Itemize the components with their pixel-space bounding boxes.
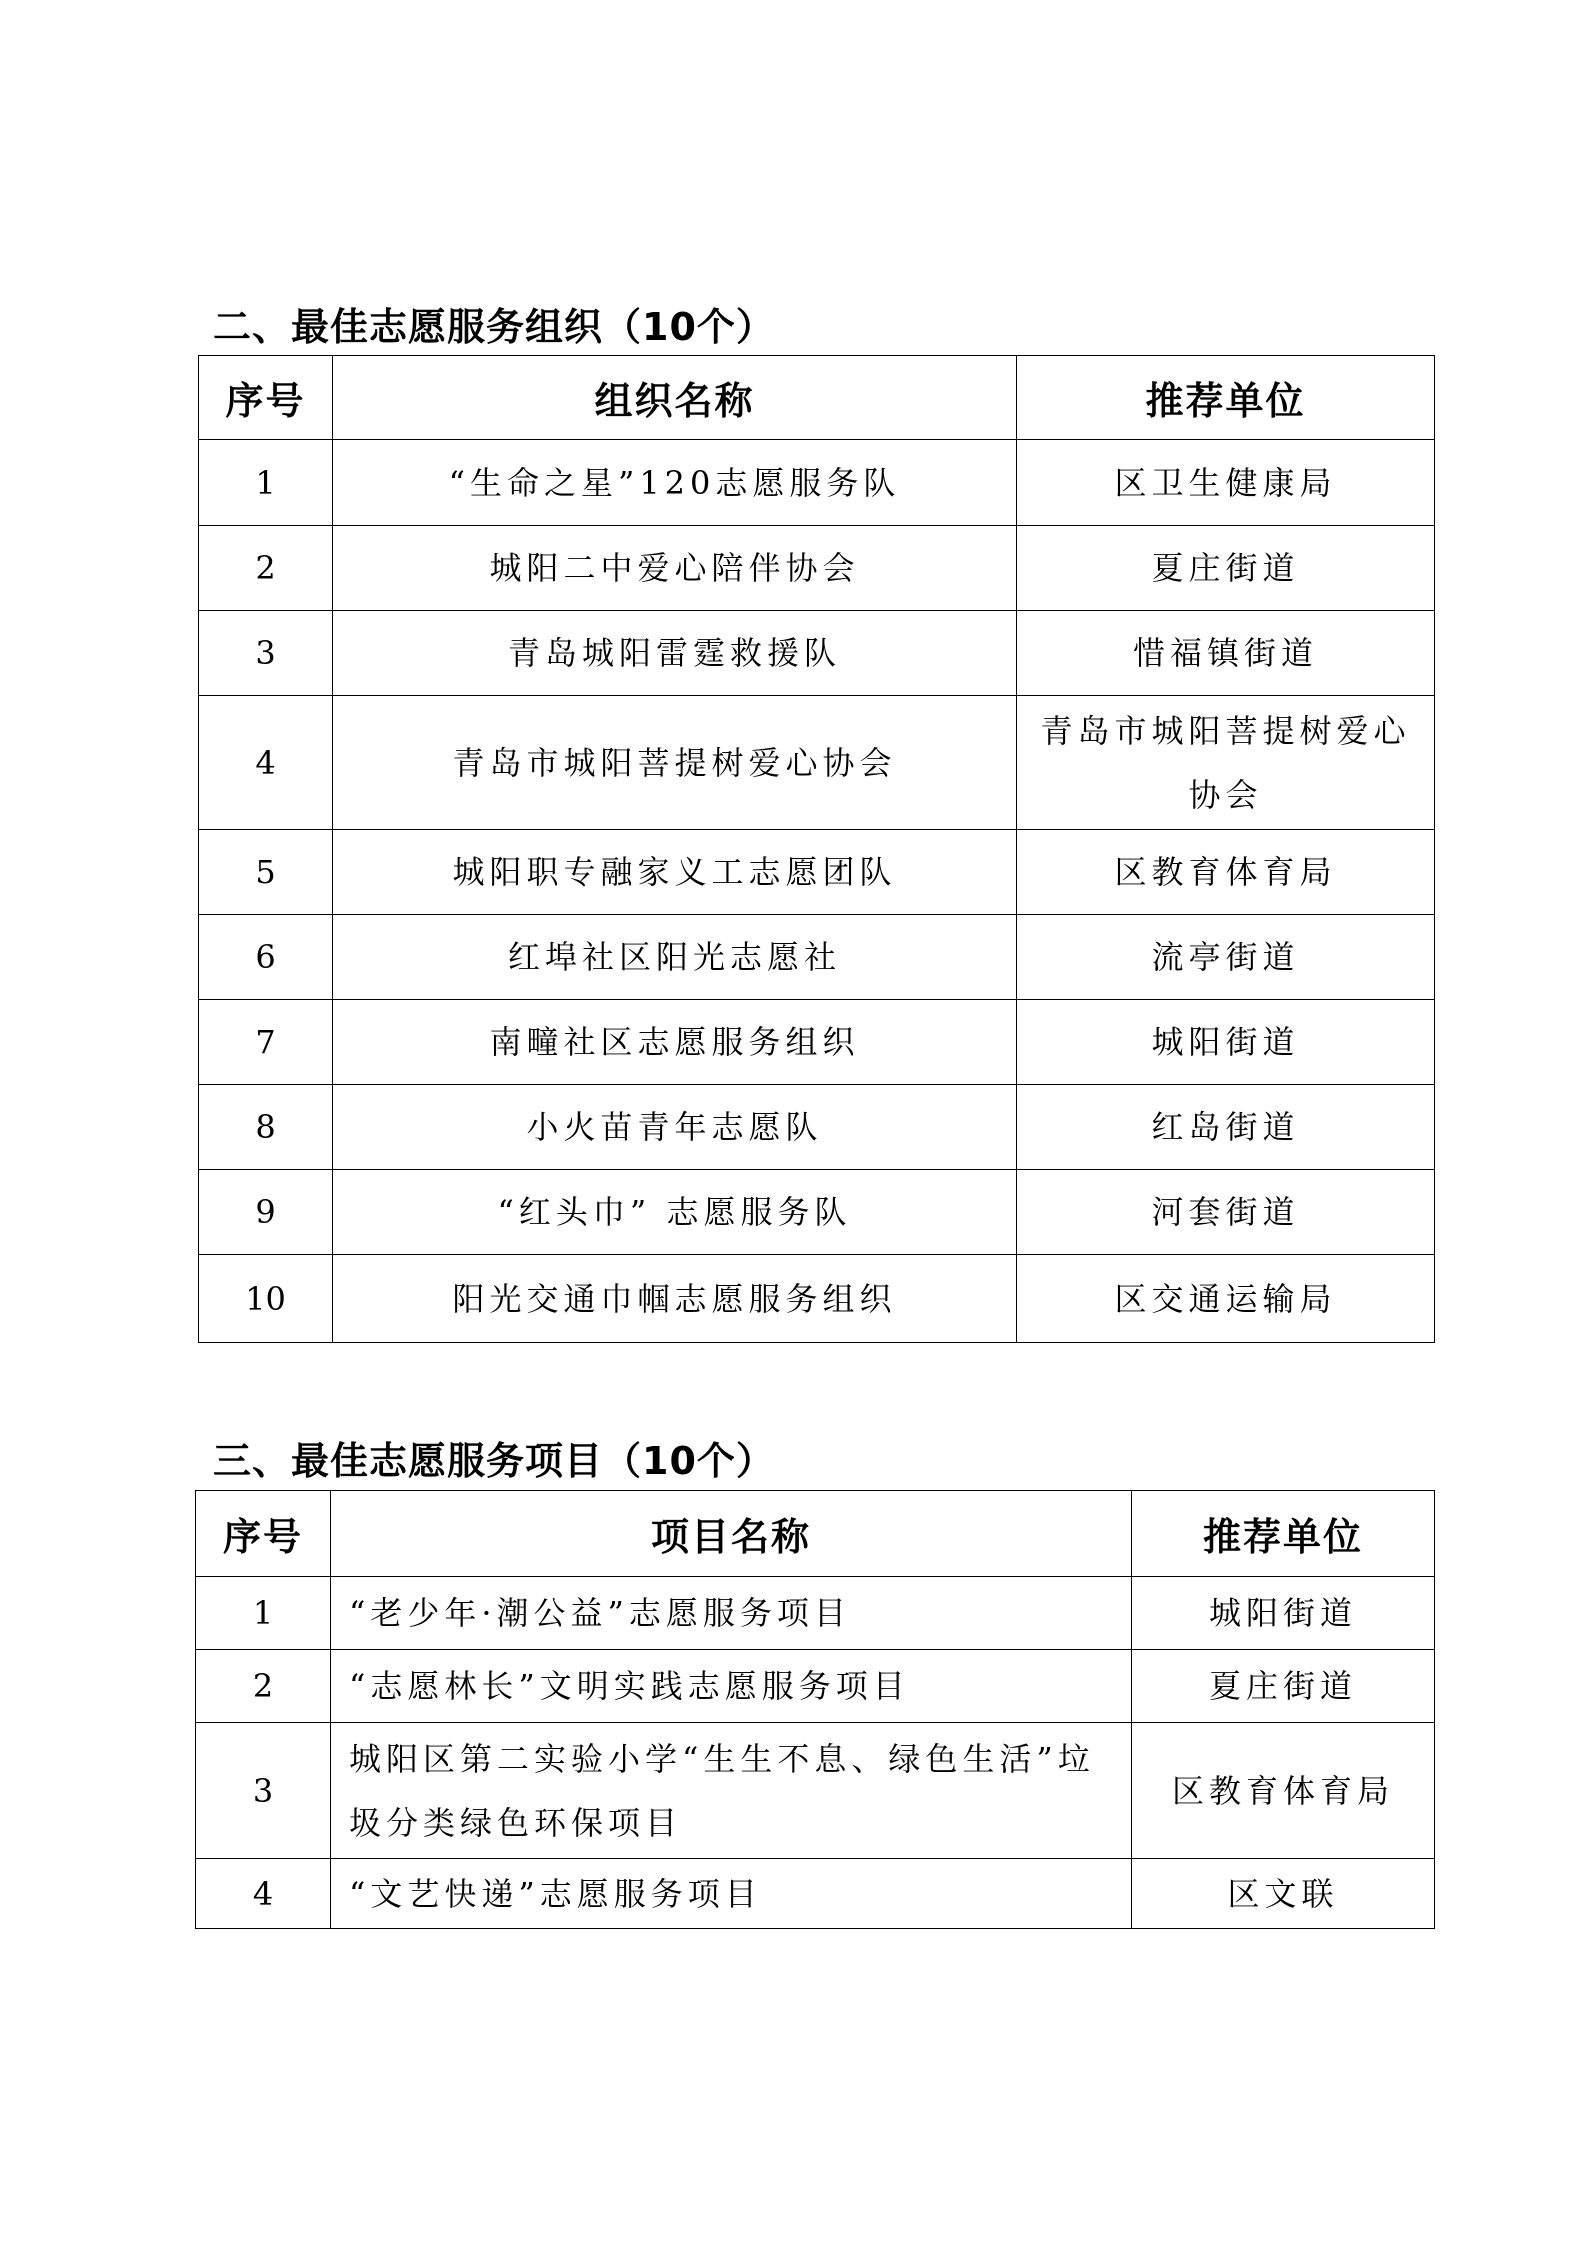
row-recommender: 流亭街道 [1017, 915, 1435, 1000]
table-row [199, 440, 1435, 526]
row-serial: 3 [199, 611, 333, 696]
table-row [199, 830, 1435, 915]
header-serial: 序号 [199, 356, 333, 440]
row-project-name: “老少年·潮公益”志愿服务项目 [331, 1577, 1132, 1650]
row-org-name: “生命之星”120志愿服务队 [333, 440, 1017, 526]
row-recommender: 红岛街道 [1017, 1085, 1435, 1170]
table-row [199, 915, 1435, 1000]
row-org-name: 阳光交通巾帼志愿服务组织 [333, 1255, 1017, 1343]
row-serial: 4 [196, 1859, 331, 1929]
row-org-name: 红埠社区阳光志愿社 [333, 915, 1017, 1000]
row-org-name: 小火苗青年志愿队 [333, 1085, 1017, 1170]
table-row [199, 526, 1435, 611]
row-serial: 6 [199, 915, 333, 1000]
table-row [196, 1859, 1435, 1929]
row-org-name: “红头巾” 志愿服务队 [333, 1170, 1017, 1255]
row-recommender: 区教育体育局 [1132, 1723, 1435, 1859]
row-serial: 2 [196, 1650, 331, 1723]
row-serial: 1 [199, 440, 333, 526]
row-serial: 5 [199, 830, 333, 915]
volunteer-organizations-table [198, 355, 1435, 1343]
table-header-row [199, 356, 1435, 440]
table-row [199, 1000, 1435, 1085]
row-recommender: 区卫生健康局 [1017, 440, 1435, 526]
table-row [196, 1650, 1435, 1723]
row-org-name: 城阳职专融家义工志愿团队 [333, 830, 1017, 915]
table-row [199, 1255, 1435, 1343]
row-org-name: 南疃社区志愿服务组织 [333, 1000, 1017, 1085]
row-recommender: 青岛市城阳菩提树爱心协会 [1017, 696, 1435, 830]
row-recommender: 夏庄街道 [1017, 526, 1435, 611]
header-project-name: 项目名称 [331, 1491, 1132, 1577]
row-serial: 4 [199, 696, 333, 830]
row-serial: 1 [196, 1577, 331, 1650]
section-2-title: 二、最佳志愿服务组织（10个） [213, 305, 775, 349]
header-recommender: 推荐单位 [1017, 356, 1435, 440]
table-row [199, 696, 1435, 830]
table-row [199, 611, 1435, 696]
header-recommender: 推荐单位 [1132, 1491, 1435, 1577]
row-org-name: 青岛城阳雷霆救援队 [333, 611, 1017, 696]
row-serial: 7 [199, 1000, 333, 1085]
row-org-name: 城阳二中爱心陪伴协会 [333, 526, 1017, 611]
section-3-title: 三、最佳志愿服务项目（10个） [213, 1439, 775, 1483]
row-project-name: “志愿林长”文明实践志愿服务项目 [331, 1650, 1132, 1723]
row-serial: 3 [196, 1723, 331, 1859]
row-serial: 2 [199, 526, 333, 611]
row-recommender: 惜福镇街道 [1017, 611, 1435, 696]
table-header-row [196, 1491, 1435, 1577]
header-org-name: 组织名称 [333, 356, 1017, 440]
row-recommender: 城阳街道 [1017, 1000, 1435, 1085]
row-recommender: 区教育体育局 [1017, 830, 1435, 915]
table-row [196, 1577, 1435, 1650]
table-row [199, 1085, 1435, 1170]
row-recommender: 夏庄街道 [1132, 1650, 1435, 1723]
row-project-name: 城阳区第二实验小学“生生不息、绿色生活”垃圾分类绿色环保项目 [331, 1723, 1132, 1859]
row-org-name: 青岛市城阳菩提树爱心协会 [333, 696, 1017, 830]
row-project-name: “文艺快递”志愿服务项目 [331, 1859, 1132, 1929]
row-recommender: 区交通运输局 [1017, 1255, 1435, 1343]
row-serial: 10 [199, 1255, 333, 1343]
row-recommender: 城阳街道 [1132, 1577, 1435, 1650]
row-recommender: 河套街道 [1017, 1170, 1435, 1255]
table-row [199, 1170, 1435, 1255]
table-row [196, 1723, 1435, 1859]
volunteer-projects-table [195, 1490, 1435, 1929]
header-serial: 序号 [196, 1491, 331, 1577]
row-serial: 8 [199, 1085, 333, 1170]
row-recommender: 区文联 [1132, 1859, 1435, 1929]
row-serial: 9 [199, 1170, 333, 1255]
